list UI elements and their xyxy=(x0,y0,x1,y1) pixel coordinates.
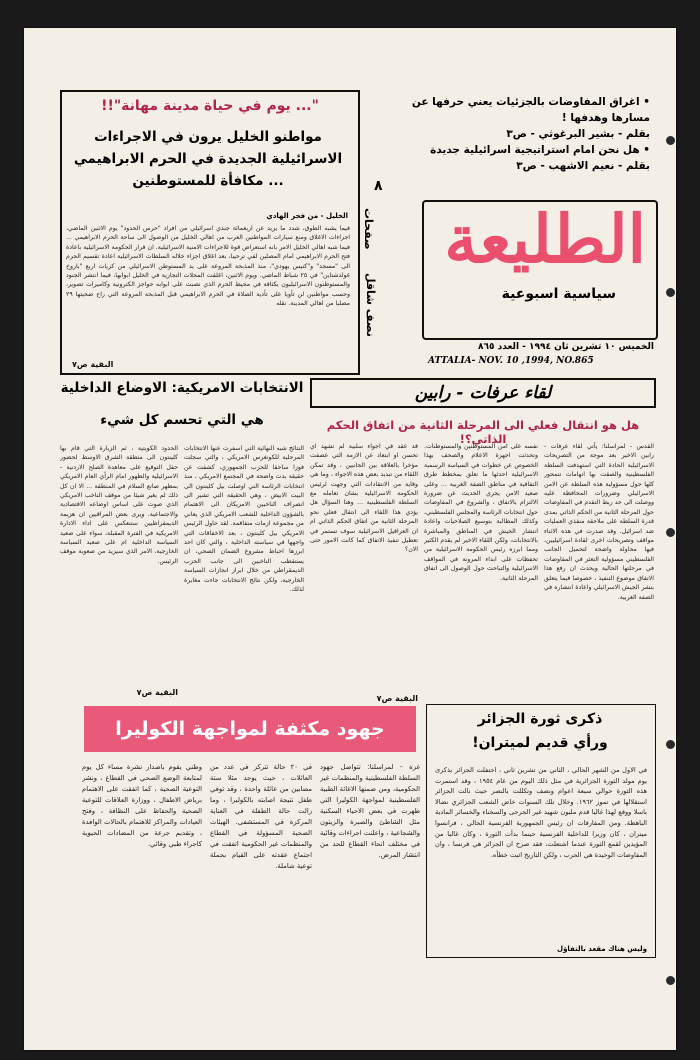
index-item-1-author: بقلم - بشير البرغوثي - ص٣ xyxy=(506,128,650,140)
newspaper-page xyxy=(24,28,676,1050)
algeria-headline-1: ذكرى ثورة الجزائر xyxy=(477,711,603,727)
us-elections-headline-2: هي التي تحسم كل شيء xyxy=(100,412,264,428)
binder-hole xyxy=(666,528,675,537)
arafat-col-1: القدس - لمراسلنا: يأتي لقاء عرفات - رابين الاخير بعد موجة من التصريحات الاسرائيلية الحادة التي استهدفت السلطة الفلسطينية والصقت بها اتهامات تتمحور كلها حول مسؤولية هذه السلطة عن الامن الاسرائيلي وضرورات المحافظة عليه ووصلت الى حد ربط التقدم في المفاوضات حول المرحلة الثانية من الحكم الذاتي بمدى قدرة السلطة على ملاحقة منفذي العمليات ضد اسرائيل. وقد صدرت في هذه الاثناء مواقف وتصريحات اخرى لقادة اسرائيليين، فيها محاولة واضحة لتحميل الجانب الفلسطيني مسؤولية التعثر في المفاوضات في مرحلتها الحالية ويحدث ان رفع هذا الاتفاق موضوع التنفيذ ، خصوصا فيما يتعلق بنشر الجيش الاسرائيلي واعادة انتشاره في الضفة الغربية. xyxy=(544,443,654,601)
us-elections-continued: البقية ص٧ xyxy=(136,688,178,697)
arafat-headline: هل هو انتقال فعلي الى المرحلة الثانية من اتفاق الحكم الذاتي؟! xyxy=(326,418,640,446)
arafat-col-3: قد عقد في اجواء سلبية لم تشهد اي تحسن او ابتعاد عن الازمة التي عصفت مؤخرا بالعلاقة بين الجانبين ، وقد تمكن اللقاء من تبديد بعض هذه الاجواء ، وما هي وقاية من الانتقادات التي وجهت لرئيس الحكومة الاسرائيلية بشان تعامله مع السلطة الفلسطينية ... وهنا السؤال هل يؤدي هذا اللقاء الى انتقال فعلي نحو المرحلة الثانية من اتفاق الحكم الذاتي ام ان العراقيل الاسرائيلية سوف تستمر في تعطيل تنفيذ الاتفاق كما كانت الامور حتى الان؟ xyxy=(310,443,418,554)
masthead-dateline-en: ATTALIA- NOV. 10 ,1994, NO.865 xyxy=(428,356,594,366)
index-box xyxy=(404,90,656,200)
index-item-1: • اغراق المفاوضات بالجزئيات يعني حرفها عن مسارها وهدفها ! xyxy=(411,96,650,124)
algeria-article-box xyxy=(426,704,656,958)
us-elections-col-2: الحدود الكويتية ، ثم الزيارة التي قام بها كلينتون الى منطقة الشرق الاوسط لحضور حفل التوقيع على معاهدة الصلح الاردنية - الاسرائيلية والظهور امام الرأي العام الامريكي بمظهر صانع السلام في المنطقة ... الا ان كل ذلك لم يغير شيئا من موقف الناخب الامريكي الذي صوت على اساس اوضاعه الاقتصادية والاجتماعية. ويرى بعض المراقبين ان هزيمة الديمقراطيين ستنعكس على اداء الادارة الامريكية في الفترة المقبلة، سواء على صعيد السياسة الداخلية ام على صعيد السياسة الخارجية، الامر الذي سيزيد من صعوبة موقف الرئيس. xyxy=(60,445,178,565)
pages-count: ٨ xyxy=(374,178,383,194)
price-label: نصف شاقل xyxy=(364,273,377,337)
hebron-continued: البقية ص٧ xyxy=(72,360,114,369)
algeria-body: في الاول من الشهر الحالي ، الثاني من تشرين ثاني ، احتفلت الجزائر بذكرى يوم مولد الثورة الجزائرية في مثل ذلك اليوم من عام ١٩٥٤ ، وقد استمرت هذه الثورة حوالي سبعة اعوام ونصف وتكللت بالنصر حيث نالت الجزائر استقلالها في تموز ١٩٦٢. وخلال تلك السنوات خاض الشعب الجزائري نضالا باسلا ووقع لهذا غاليا قدم مليون شهيد غير الجرحى والسجناء والخسائر المادية الباهظة. ومن المفارقات ان رئيس الجمهورية الفرنسية الحالي ، فرانسوا ميتران ، كان وزيرا للداخلية الفرنسية حينما بدأت الثورة ، وكان غالبا من المؤيدين لقمع الثورة عندما اشتعلت، فقد صرح ان الجزائر هي فرنسا ، وان المفاوضات الوحيدة هي الحرب ، ولكن التاريخ اثبت خطأه. xyxy=(435,766,647,859)
cholera-headline-bar xyxy=(84,706,416,752)
us-elections-col-1: النتائج شبه النهائية التي اسفرت عنها الانتخابات المرحلية للكونغرس الامريكي ، والتي سجلت فوزا ساحقا للحزب الجمهوري، كشفت عن حقيقة بدت واضحة في المجتمع الامريكي ، منذ انتخابات الرئاسة التي اوصلت بيل كلينتون الى البيت الابيض ، وهي الحقيقة التي تشير الى انصراف الناخبين الامريكان الى الاهتمام بالشؤون الداخلية للشعب الامريكي الذي يعاني من مجموعة ازمات متفاقمة. لقد حاول الرئيس الامريكي بيل كلينتون ، بعد الاخفاقات التي واجهها في سياسته الداخلية ، والتي كان احد ابرزها احباط مشروع الضمان الصحي، ان يستقطب الناخبين الى جانب الحزب الديمقراطي من خلال ابراز انجازات السياسة الخارجية، ولكن نتائج الانتخابات جاءت مغايرة لذلك. xyxy=(184,445,304,594)
hebron-body: فيما يشبه الطوق، شدد ما يزيد عن اربعمائة جندي اسرائيلي من افراد "حرس الحدود" يوم الاثنين الماضي، اجراءات الاغلاق ومنع سيارات المواطنين العرب من اهالي الخليل من الوصول الى ساحة الحرم الابراهيمي ... فيما شبه اهالي الخليل الامر بانه استعراض قوة للاجراءات الامنية الاسرائيلية. ان قرار الحكومة الاسرائيلية باعادة فتح الحرم الابراهيمي امام المصلين لقي ترحيبا، بعد اغلاق اجزاء خلاله السلطات الاسرائيلية اعادة تقسيم الحرم الى "مسجد" و"كنيس يهودي"، منذ المذبحة المروعة على يد المستوطن الاسرائيلي من كريات اربع "باروخ غولدشتاين" في ٢٥ شباط الماضي. ويوم الاثنين، اغلقت المحلات التجارية في الخليل ابوابها، فيما انتشر الجنود والمستوطنون الاسرائيليون بكثافة في محيط الحرم الذي نصبت على ابوابه حواجز الكترونية وكاميرات تصوير، وحسب مواطنين لن تأويا على تأدية الصلاة في الحرم الابراهيمي قبل المذبحة المروعة التي راح ضحيتها ٢٩ مصليا من اهالي المدينة. نقله xyxy=(66,225,350,308)
index-item-2: • هل نحن امام استراتيجية اسرائيلية جديدة xyxy=(430,144,650,156)
binder-hole xyxy=(666,740,675,749)
summit-banner-title: لقاء عرفات - رابين xyxy=(414,383,552,403)
masthead-dateline-ar: الخميس ١٠ تشرين ثان ١٩٩٤ - العدد ٨٦٥ xyxy=(478,342,654,352)
hebron-kicker: "... يوم في حياة مدينة مهانة"!! xyxy=(101,98,319,114)
binder-hole xyxy=(666,288,675,297)
binder-hole xyxy=(666,976,675,985)
binder-hole xyxy=(666,136,675,145)
summit-banner xyxy=(310,378,656,408)
cholera-col-3: وطني يقوم باصدار نشرة مساء كل يوم لمتابعة الوضع الصحي في القطاع ، ونشر التوعية الصحية ، كما اتفقت على الاهتمام برياض الاطفال ، ووزارة العلاقات للتوعية الصحية والحفاظ على النظافة ، وفتح العيادات والمراكز للاهتمام بالحالات الوافدة ، وتقديم جرعة من المضادات الحيوية كاجراء طبي وقائي. xyxy=(82,763,202,848)
cholera-headline: جهود مكثفة لمواجهة الكوليرا xyxy=(115,718,385,740)
cholera-col-2: في ٢٠ حالة تتركز في عدد من العائلات ، حيث يوجد مثلا ستة مصابين من عائلة واحدة ، وقد توفي طفل نتيجة اصابته بالكوليرا ، وما زالت حالة الطفلة في العناية المركزة في المستشفى. الهيئات الصحية المسؤولة في القطاع والمنظمات غير الحكومية اتفقت في اجتماع عقدته على القيام بحملة توعية شاملة. xyxy=(210,763,312,870)
index-item-2-author: بقلم - نعيم الاشهب - ص٣ xyxy=(516,160,650,172)
masthead-subtitle: سياسية اسبوعية xyxy=(501,286,616,302)
cholera-col-1: غزة - لمراسلنا: تتواصل جهود السلطة الفلسطينية والمنظمات غير الحكومية، ومن ضمنها الاغاثة الطبية الفلسطينية لمواجهة الكوليرا التي ظهرت في بعض الاحياء السكنية مثل الشاطئ والصبرة والزيتون والشجاعية ، واعلنت اجراءات وقائية في مختلف انحاء القطاع للحد من انتشار المرض. xyxy=(320,763,420,859)
hebron-byline: الخليل - من فجر الهادي xyxy=(266,212,348,220)
hebron-article-box xyxy=(60,90,360,375)
arafat-col-2: نفسه على امن المستوطنين والمستوطنات. وتحدثت اجهزة الاعلام والصحف بهذا الخصوص عن خطوات في السياسة الرسمية الاسرائيلية احدثها ما تعلق بمخطط طرق التفافية في مناطق الضفة الغربية ... وعلى صعيد الامن يجري الحديث عن ضرورة الالتزام بالاتفاق ، والشروع في المفاوضات حول انتخابات الرئاسة والمجلس الفلسطيني، وكذلك المطالبة بتوسيع الصلاحيات واعادة انتشار الجيش في المناطق والمباشرة بالانتخابات، ولكن اللقاء الاخير لم يقدم الكثير ومما ابرزه رئيس الحكومة الاسرائيلية من تحفظات على ابداء المرونة في المواقف الاسرائيلية والتباحث حول الوصول الى اتفاق المرحلة الثانية. xyxy=(424,443,538,582)
pages-label: صفحات xyxy=(362,208,375,250)
algeria-headline-2: ورأي قديم لميتران! xyxy=(472,735,608,751)
hebron-headline: مواطنو الخليل يرون في الاجراءات الاسرائيلية الجديدة في الحرم الابراهيمي ... مكافأة للمستوطنين xyxy=(73,129,343,189)
algeria-continued: وليس هناك مقعد بالتفاؤل xyxy=(557,945,647,953)
us-elections-headline-1: الانتخابات الامريكية: الاوضاع الداخلية xyxy=(60,380,304,396)
masthead-title: الطليعة xyxy=(444,200,646,278)
masthead xyxy=(422,200,658,340)
arafat-continued: البقية ص٧ xyxy=(376,694,418,703)
